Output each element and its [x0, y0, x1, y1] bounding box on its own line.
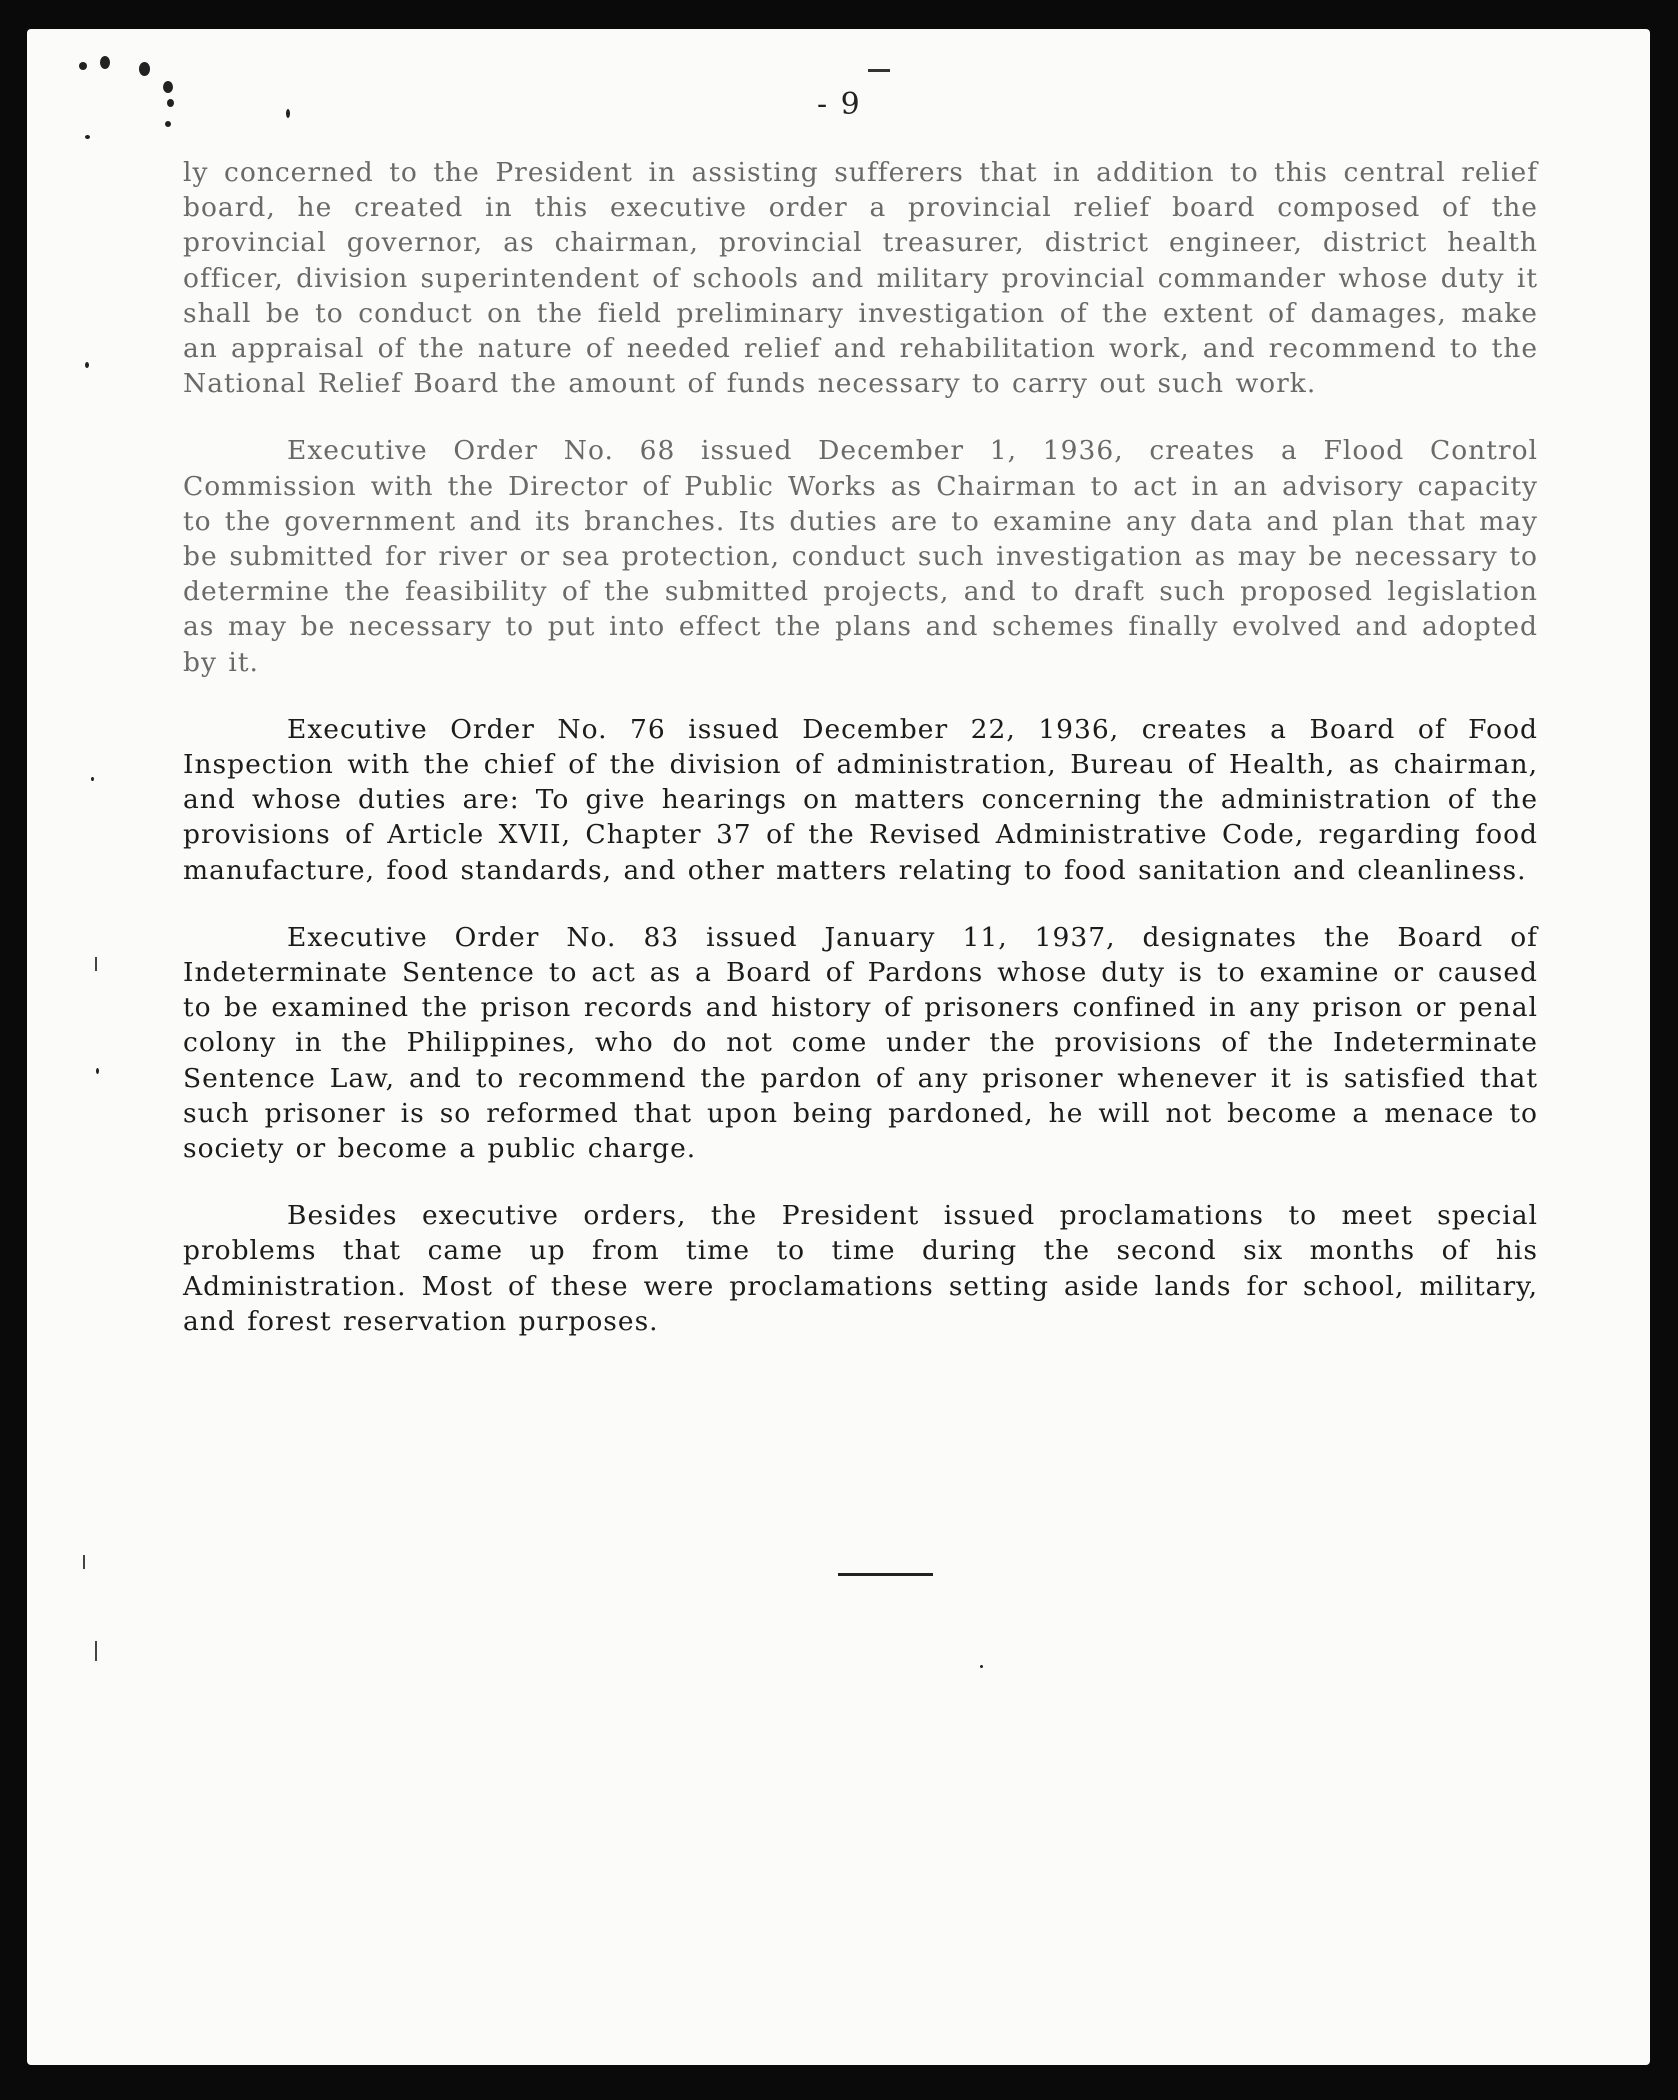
paragraph-eo-76: Executive Order No. 76 issued December 22, 1936, creates a Board of Food Inspection with the chief of the division of administration, Bureau of Health, as chairman, and whose duties are: To give hearings on matters concerning the administration of the provisions of Article XVII, Chapter 37 of the Revised Administrative Code, regarding food manufacture, food standards, and other matters relating to food sanitation and cleanliness. — [183, 713, 1538, 886]
scan-mark — [95, 957, 97, 971]
document-page — [27, 29, 1650, 2065]
scan-speck — [167, 99, 174, 107]
scan-speck — [85, 135, 90, 139]
scan-speck — [163, 81, 173, 93]
scan-mark — [83, 1555, 85, 1569]
paragraph-eo-83: Executive Order No. 83 issued January 11, 1937, designates the Board of Indeterminate Sentence to act as a Board of Pardons whose duty is to examine or caused to be examined the prison records and history of prisoners confined in any prison or penal colony in the Philippines, who do not come under the provisions of the Indeterminate Sentence Law, and to recommend the pardon of any prisoner whenever it is satisfied that such prisoner is so reformed that upon being pardoned, he will not become a menace to society or become a public charge. — [183, 921, 1538, 1165]
paragraph-eo-68: Executive Order No. 68 issued December 1, 1936, creates a Flood Control Commission with the Director of Public Works as Chairman to act in an advisory capacity to the government and its branches. Its duties are to examine any data and plan that may be submitted for river or sea protection, conduct such investigation as may be necessary to determine the feasibility of the submitted projects, and to draft such proposed legislation as may be necessary to put into effect the plans and schemes finally evolved and adopted by it. — [183, 435, 1538, 678]
paragraph-proclamations: Besides executive orders, the President issued proclamations to meet special problems that came up from time to time during the second six months of his Administration. Most of these were proclamations setting aside lands for school, military, and forest reservation purposes. — [183, 1200, 1538, 1337]
scan-speck — [980, 1665, 983, 1668]
scan-speck — [85, 362, 89, 368]
end-rule — [838, 1573, 933, 1576]
scan-mark — [95, 1641, 97, 1661]
page-body — [183, 155, 1538, 1371]
scan-speck — [96, 1068, 99, 1074]
scan-speck — [139, 62, 150, 76]
scan-speck — [100, 56, 110, 69]
page-number: - 9 — [817, 87, 862, 122]
scan-speck — [79, 62, 87, 70]
scan-speck — [91, 777, 94, 781]
scan-speck — [165, 121, 171, 127]
scan-speck — [286, 109, 290, 118]
paragraph-relief-board: ly concerned to the President in assisting sufferers that in addition to this central relief board, he created in this executive order a provincial relief board composed of the provincial governor, as chairman, provincial treasurer, district engineer, district health officer, division superintendent of schools and military provincial commander whose duty it shall be to conduct on the field preliminary investigation of the extent of damages, make an appraisal of the nature of needed relief and rehabilitation work, and recommend to the National Relief Board the amount of funds necessary to carry out such work. — [183, 157, 1538, 400]
top-dash-mark — [868, 69, 890, 72]
